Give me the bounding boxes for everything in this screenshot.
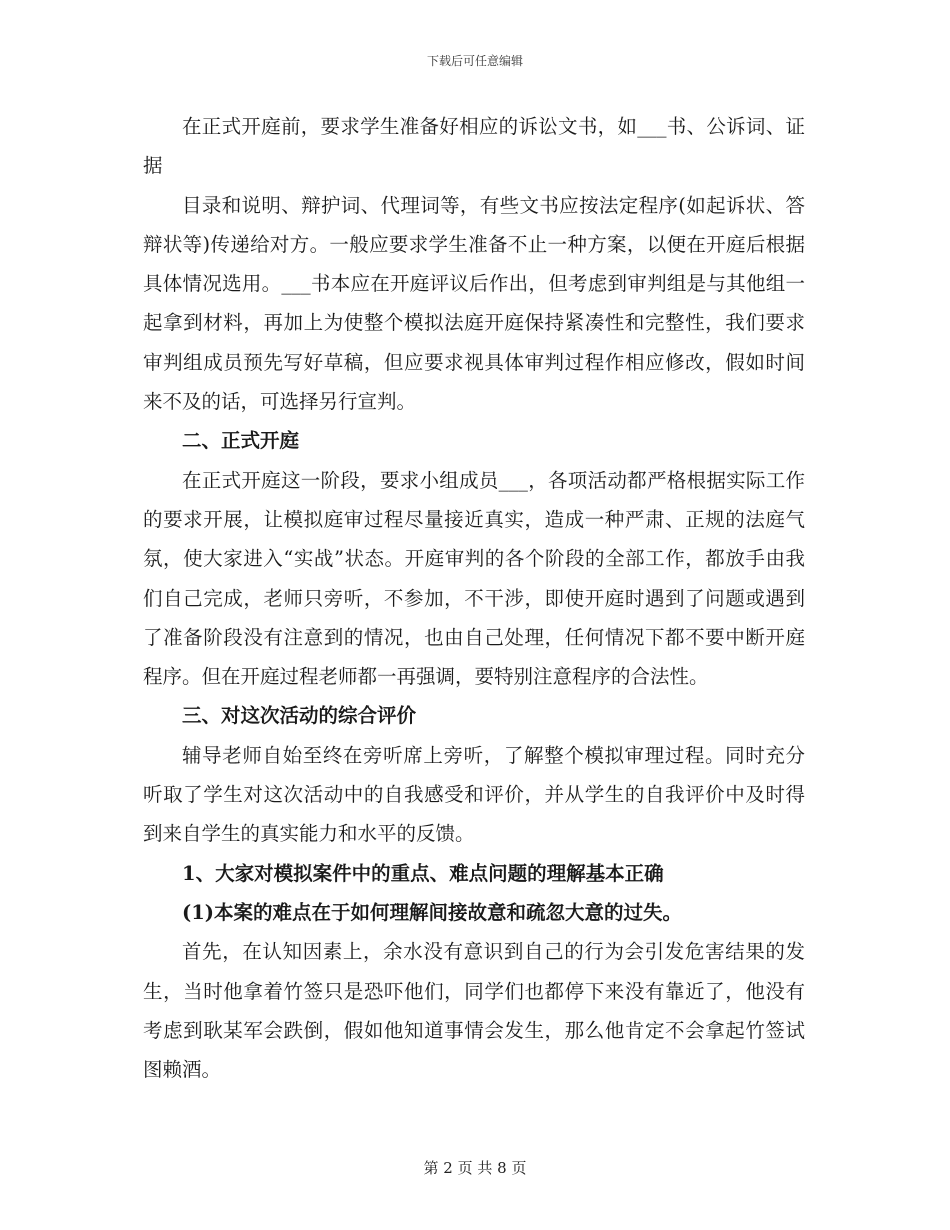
subsection-heading: (1)本案的难点在于如何理解间接故意和疏忽大意的过失。 xyxy=(182,900,683,924)
paragraph: 辅导老师自始至终在旁听席上旁听，了解整个模拟审理过程。同时充分听取了学生对这次活动中的自我感受和评价，并从学生的自我评价中及时得到来自学生的真实能力和水平的反馈。 xyxy=(143,743,805,846)
paragraph: 在正式开庭前，要求学生准备好相应的诉讼文书，如___书、公诉词、证据 xyxy=(143,115,805,178)
paragraph: 目录和说明、辩护词、代理词等，有些文书应按法定程序(如起诉状、答辩状等)传递给对方。一般应要求学生准备不止一种方案，以便在开庭后根据具体情况选用。___书本应在开庭评议后作出，但考虑到审判组是与其他组一起拿到材料，再加上为使整个模拟法庭开庭保持紧凑性和完整性，我们要求审判组成员预先写好草稿，但应要求视具体审判过程作相应修改，假如时间来不及的话，可选择另行宣判。 xyxy=(143,193,805,414)
page-footer: 第 2 页 共 8 页 xyxy=(423,1159,527,1177)
paragraph: 首先，在认知因素上，余水没有意识到自己的行为会引发危害结果的发生，当时他拿着竹签只是恐吓他们，同学们也都停下来没有靠近了，他没有考虑到耿某军会跌倒，假如他知道事情会发生，那么他肯定不会拿起竹签试图赖酒。 xyxy=(143,940,805,1082)
page-header: 下载后可任意编辑 xyxy=(426,54,523,68)
paragraph: 在正式开庭这一阶段，要求小组成员___，各项活动都严格根据实际工作的要求开展，让模拟庭审过程尽量接近真实，造成一种严肃、正规的法庭气氛，使大家进入“实战”状态。开庭审判的各个阶段的全部工作，都放手由我们自己完成，老师只旁听，不参加，不干涉，即使开庭时遇到了问题或遇到了准备阶段没有注意到的情况，也由自己处理，任何情况下都不要中断开庭程序。但在开庭过程老师都一再强调，要特别注意程序的合法性。 xyxy=(143,468,805,689)
document-body xyxy=(143,107,805,1089)
section-heading: 三、对这次活动的综合评价 xyxy=(182,704,417,728)
subsection-heading: 1、大家对模拟案件中的重点、难点问题的理解基本正确 xyxy=(182,861,664,885)
section-heading: 二、正式开庭 xyxy=(182,429,300,453)
